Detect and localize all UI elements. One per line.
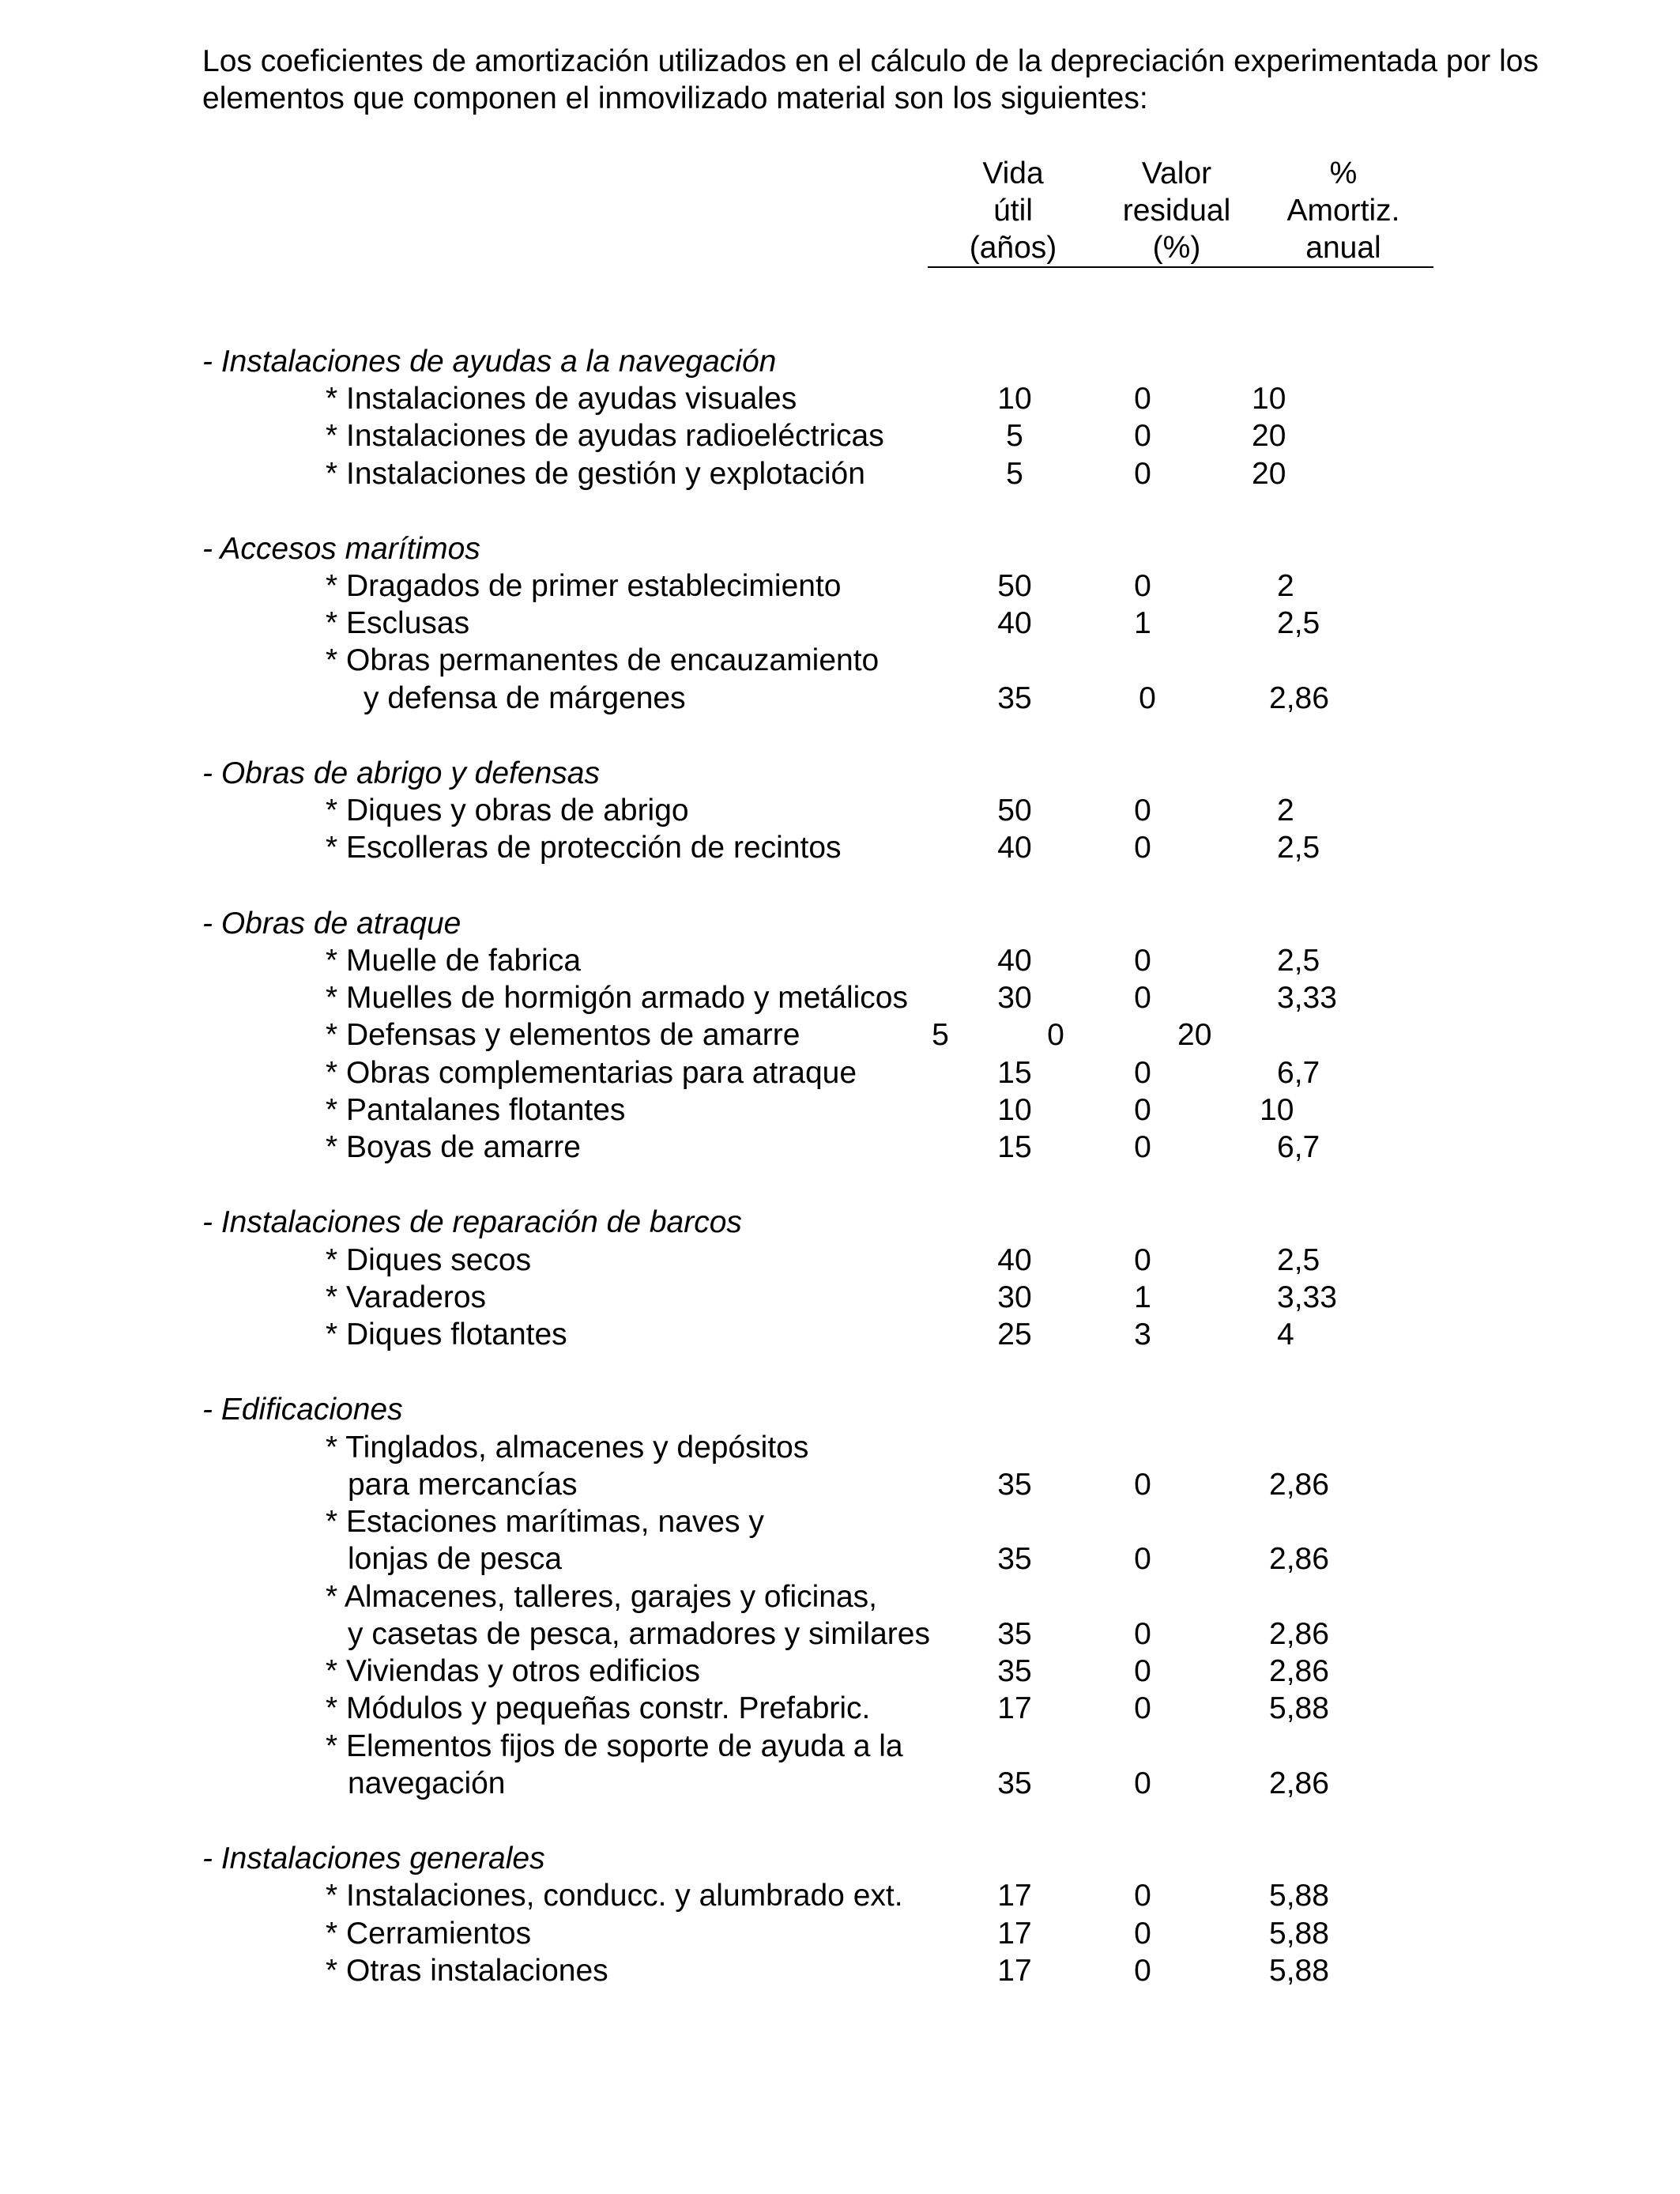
amortizacion-anual-value: 5,88 [1269,1879,1329,1913]
item-label: * Pantalanes flotantes [326,1093,626,1127]
item-label: y defensa de márgenes [363,681,686,715]
valor-residual-value: 0 [1134,1093,1151,1127]
vida-util-value: 35 [997,1617,1032,1651]
vida-util-value: 5 [1006,419,1023,453]
amortizacion-anual-value: 10 [1260,1093,1294,1127]
valor-residual-value: 0 [1047,1018,1064,1052]
valor-residual-value: 0 [1134,1542,1151,1576]
amortizacion-anual-value: 20 [1252,419,1286,453]
item-label: * Esclusas [326,606,470,640]
vida-util-value: 35 [997,681,1032,715]
vida-util-value: 17 [997,1954,1032,1988]
valor-residual-value: 0 [1134,1954,1151,1988]
amortizacion-anual-value: 2,86 [1269,1617,1329,1651]
item-label: lonjas de pesca [348,1542,563,1576]
header-pct-line-2: Amortiz. [1286,194,1400,228]
item-label: * Cerramientos [326,1917,532,1951]
item-label: * Escolleras de protección de recintos [326,831,842,865]
item-label: * Varaderos [326,1280,487,1314]
category-heading: - Instalaciones de reparación de barcos [202,1205,742,1239]
amortizacion-anual-value: 2 [1277,794,1294,827]
item-label: * Dragados de primer establecimiento [326,569,842,603]
valor-residual-value: 0 [1134,794,1151,827]
vida-util-value: 5 [932,1018,949,1052]
header-vida-line-3: (años) [969,231,1057,265]
header-vida-line-2: útil [993,194,1033,228]
item-label: * Almacenes, talleres, garajes y oficinas, [326,1580,878,1614]
amortizacion-anual-value: 2,5 [1277,1243,1320,1277]
amortizacion-anual-value: 20 [1177,1018,1212,1052]
item-label: * Obras permanentes de encauzamiento [326,643,880,677]
amortizacion-anual-value: 4 [1277,1318,1294,1351]
vida-util-value: 10 [997,382,1032,416]
category-heading: - Instalaciones generales [202,1842,545,1875]
amortizacion-anual-value: 2,86 [1269,1766,1329,1800]
category-heading: - Instalaciones de ayudas a la navegación [202,345,777,379]
item-label: * Módulos y pequeñas constr. Prefabric. [326,1691,871,1725]
vida-util-value: 35 [997,1766,1032,1800]
vida-util-value: 15 [997,1130,1032,1164]
valor-residual-value: 0 [1134,1917,1151,1951]
amortizacion-anual-value: 10 [1252,382,1286,416]
category-heading: - Obras de atraque [202,907,461,941]
item-label: * Instalaciones, conducc. y alumbrado ext. [326,1879,903,1913]
vida-util-value: 40 [997,1243,1032,1277]
header-underline [928,266,1433,268]
header-vida-util [934,155,1092,266]
valor-residual-value: 0 [1139,681,1156,715]
valor-residual-value: 0 [1134,1691,1151,1725]
vida-util-value: 15 [997,1056,1032,1090]
valor-residual-value: 1 [1134,1280,1151,1314]
vida-util-value: 35 [997,1654,1032,1688]
amortizacion-anual-value: 5,88 [1269,1954,1329,1988]
item-label: * Otras instalaciones [326,1954,608,1988]
vida-util-value: 17 [997,1879,1032,1913]
vida-util-value: 17 [997,1691,1032,1725]
vida-util-value: 5 [1006,457,1023,491]
vida-util-value: 35 [997,1468,1032,1502]
item-label: * Defensas y elementos de amarre [326,1018,800,1052]
item-label: * Instalaciones de ayudas radioeléctricas [326,419,884,453]
amortizacion-anual-value: 20 [1252,457,1286,491]
item-label: * Obras complementarias para atraque [326,1056,857,1090]
valor-residual-value: 1 [1134,606,1151,640]
amortizacion-anual-value: 2,86 [1269,681,1329,715]
valor-residual-value: 0 [1134,1879,1151,1913]
amortizacion-anual-value: 6,7 [1277,1056,1320,1090]
valor-residual-value: 0 [1134,1130,1151,1164]
valor-residual-value: 0 [1134,1468,1151,1502]
item-label: * Elementos fijos de soporte de ayuda a la [326,1729,903,1763]
valor-residual-value: 0 [1134,1617,1151,1651]
header-amortizacion-anual [1264,155,1422,266]
category-heading: - Edificaciones [202,1393,403,1427]
vida-util-value: 10 [997,1093,1032,1127]
valor-residual-value: 0 [1134,831,1151,865]
vida-util-value: 40 [997,831,1032,865]
valor-residual-value: 0 [1134,419,1151,453]
valor-residual-value: 3 [1134,1318,1151,1351]
item-label: * Viviendas y otros edificios [326,1654,701,1688]
valor-residual-value: 0 [1134,1243,1151,1277]
header-vida-line-1: Vida [982,156,1044,190]
header-valor-residual [1102,155,1252,266]
valor-residual-value: 0 [1134,1766,1151,1800]
amortizacion-anual-value: 3,33 [1277,1280,1337,1314]
amortizacion-anual-value: 2,5 [1277,944,1320,978]
item-label: * Boyas de amarre [326,1130,581,1164]
valor-residual-value: 0 [1134,1056,1151,1090]
item-label: * Instalaciones de ayudas visuales [326,382,797,416]
item-label: * Diques secos [326,1243,532,1277]
valor-residual-value: 0 [1134,457,1151,491]
item-label: y casetas de pesca, armadores y similares [348,1617,930,1651]
vida-util-value: 25 [997,1318,1032,1351]
item-label: * Estaciones marítimas, naves y [326,1505,764,1539]
category-heading: - Accesos marítimos [202,532,480,566]
amortizacion-anual-value: 2,86 [1269,1654,1329,1688]
amortizacion-anual-value: 3,33 [1277,981,1337,1015]
header-pct-line-1: % [1329,156,1358,190]
amortizacion-anual-value: 2,86 [1269,1542,1329,1576]
item-label: * Tinglados, almacenes y depósitos [326,1431,809,1465]
amortizacion-anual-value: 5,88 [1269,1691,1329,1725]
vida-util-value: 50 [997,569,1032,603]
header-valor-line-3: (%) [1152,231,1201,265]
vida-util-value: 30 [997,1280,1032,1314]
header-valor-line-1: Valor [1141,156,1212,190]
valor-residual-value: 0 [1134,1654,1151,1688]
amortizacion-anual-value: 2,5 [1277,606,1320,640]
item-label: * Diques flotantes [326,1318,567,1351]
item-label: * Muelles de hormigón armado y metálicos [326,981,909,1015]
vida-util-value: 50 [997,794,1032,827]
amortizacion-anual-value: 6,7 [1277,1130,1320,1164]
vida-util-value: 40 [997,606,1032,640]
item-label: * Instalaciones de gestión y explotación [326,457,865,491]
item-label: * Diques y obras de abrigo [326,794,689,827]
valor-residual-value: 0 [1134,382,1151,416]
amortizacion-anual-value: 2 [1277,569,1294,603]
intro-paragraph: Los coeficientes de amortización utilizados en el cálculo de la depreciación experimentada por los elementos que componen el inmovilizado material son los siguientes: [202,44,1539,115]
vida-util-value: 17 [997,1917,1032,1951]
item-label: navegación [348,1766,506,1800]
amortizacion-anual-value: 2,86 [1269,1468,1329,1502]
vida-util-value: 35 [997,1542,1032,1576]
header-valor-line-2: residual [1122,194,1231,228]
vida-util-value: 40 [997,944,1032,978]
item-label: * Muelle de fabrica [326,944,582,978]
header-pct-line-3: anual [1305,231,1381,265]
valor-residual-value: 0 [1134,944,1151,978]
valor-residual-value: 0 [1134,569,1151,603]
amortizacion-anual-value: 5,88 [1269,1917,1329,1951]
amortizacion-anual-value: 2,5 [1277,831,1320,865]
valor-residual-value: 0 [1134,981,1151,1015]
category-heading: - Obras de abrigo y defensas [202,756,600,790]
vida-util-value: 30 [997,981,1032,1015]
item-label: para mercancías [348,1468,578,1502]
